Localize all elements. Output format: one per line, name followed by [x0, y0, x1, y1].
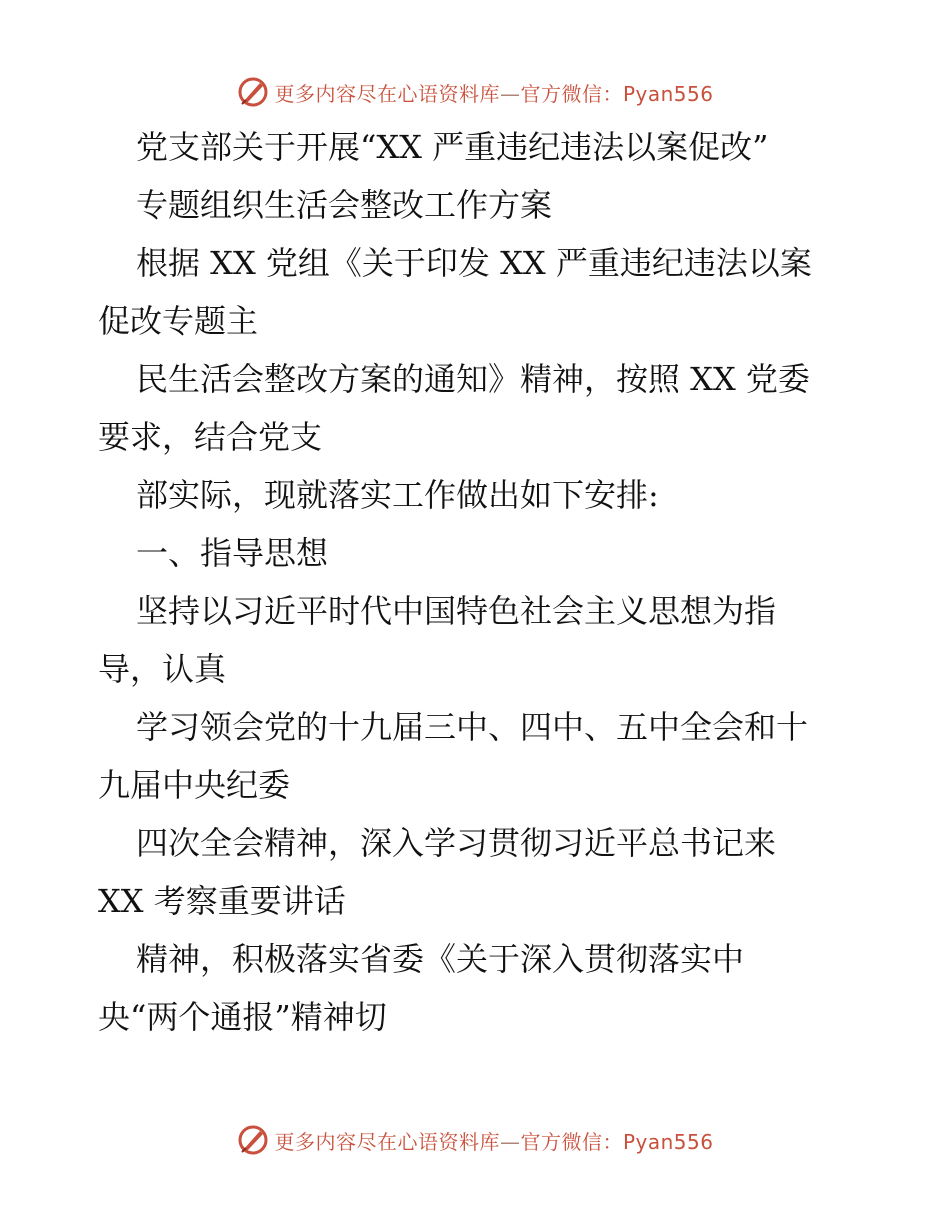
- quill-seal-icon: [236, 1123, 270, 1157]
- watermark-text: 更多内容尽在心语资料库—官方微信：Pyan556: [274, 81, 714, 106]
- document-body: [98, 118, 868, 1046]
- paragraph-line: 根据 XX 党组《关于印发 XX 严重违纪违法以案: [136, 244, 812, 282]
- paragraph-line: 促改专题主: [98, 302, 259, 340]
- paragraph-line: 部实际，现就落实工作做出如下安排:: [136, 476, 659, 514]
- watermark-text: 更多内容尽在心语资料库—官方微信：Pyan556: [274, 1129, 714, 1154]
- paragraph-line: XX 考察重要讲话: [98, 882, 346, 920]
- section-heading: 一、指导思想: [136, 534, 329, 572]
- watermark-header: [0, 72, 950, 112]
- document-title-line-1: 党支部关于开展“XX 严重违纪违法以案促改”: [136, 128, 769, 166]
- paragraph-line: 坚持以习近平时代中国特色社会主义思想为指: [136, 592, 777, 630]
- paragraph-line: 要求，结合党支: [98, 418, 323, 456]
- document-title-line-2: 专题组织生活会整改工作方案: [136, 186, 553, 224]
- paragraph-line: 学习领会党的十九届三中、四中、五中全会和十: [136, 708, 809, 746]
- paragraph-line: 央“两个通报”精神切: [98, 998, 387, 1036]
- paragraph-line: 精神，积极落实省委《关于深入贯彻落实中: [136, 940, 745, 978]
- watermark-footer: [0, 1120, 950, 1160]
- quill-seal-icon: [236, 75, 270, 109]
- paragraph-line: 四次全会精神，深入学习贯彻习近平总书记来: [136, 824, 777, 862]
- paragraph-line: 民生活会整改方案的通知》精神，按照 XX 党委: [136, 360, 810, 398]
- paragraph-line: 九届中央纪委: [98, 766, 291, 804]
- paragraph-line: 导，认真: [98, 650, 227, 688]
